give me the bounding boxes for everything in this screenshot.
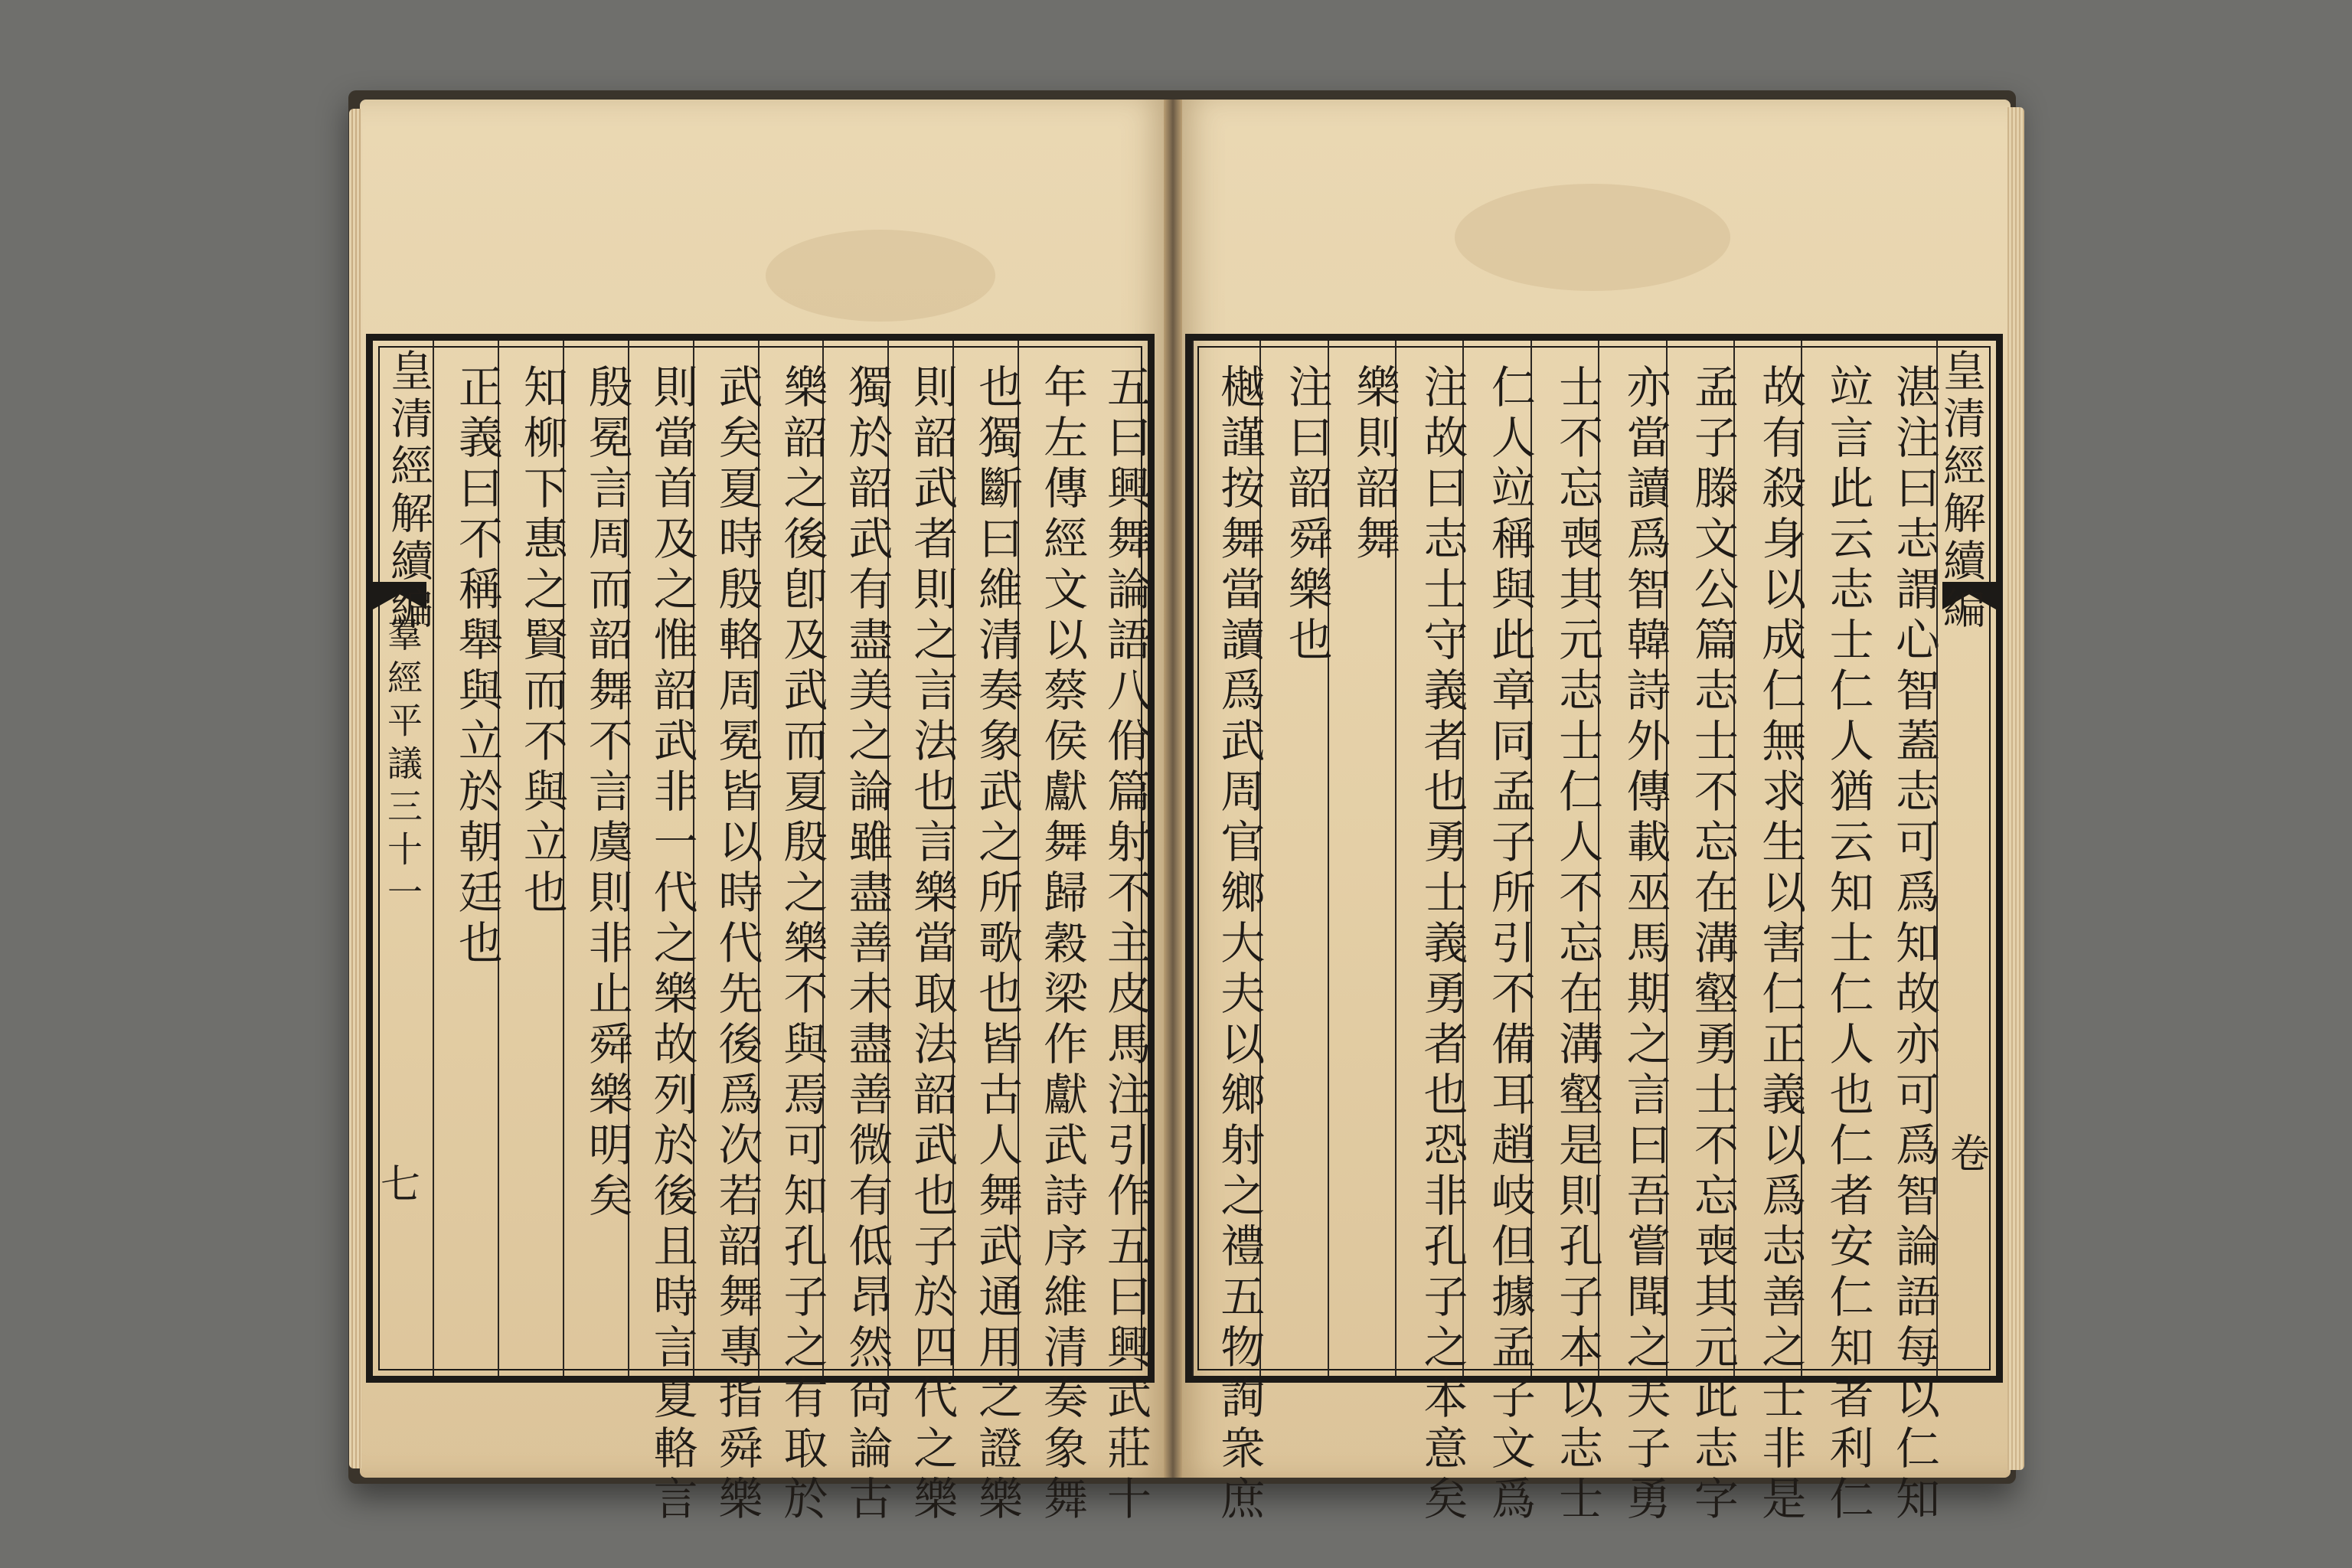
column-text: 也獨斷曰維清奏象武之所歌也皆古人舞武通用之證樂 bbox=[971, 364, 1024, 1526]
text-column bbox=[1598, 341, 1671, 1526]
column-text: 注曰韶舜樂也 bbox=[1280, 364, 1333, 667]
column-text: 殷冕言周而韶舞不言虞則非止舜樂明矣 bbox=[580, 364, 633, 1223]
column-text: 武矣夏時殷輅周冕皆以時代先後爲次若韶舞專指舜樂 bbox=[710, 364, 763, 1526]
text-column bbox=[1395, 341, 1468, 1526]
column-text: 湛注曰志謂心智蓋志可爲知故亦可爲智論語每以仁知 bbox=[1887, 364, 1940, 1526]
column-text: 故有殺身以成仁無求生以害仁正義以爲志善之士非是 bbox=[1754, 364, 1807, 1526]
paper-stain bbox=[1455, 184, 1730, 291]
text-column bbox=[693, 341, 763, 1526]
column-text: 樂韶之後卽及武而夏殷之樂不與焉可知孔子之有取於 bbox=[776, 364, 828, 1526]
column-text: 獨於韶武有盡美之論雖盡善未盡善微有低昂然尙論古 bbox=[841, 364, 893, 1526]
paper-stain bbox=[766, 230, 995, 322]
column-text: 五曰興舞論語八佾篇射不主皮馬注引作五曰興武莊十 bbox=[1099, 364, 1152, 1526]
text-column bbox=[1328, 341, 1401, 1376]
right-columns bbox=[1192, 341, 1996, 1526]
column-text: 亦當讀爲智韓詩外傳載巫馬期之言曰吾嘗聞之夫子勇 bbox=[1619, 364, 1671, 1526]
text-column bbox=[1530, 341, 1604, 1526]
left-margin-subtitle: 羣經平議三十一 bbox=[382, 616, 423, 916]
left-margin-title: 皇清經解續編 bbox=[384, 348, 433, 633]
text-column bbox=[498, 341, 568, 1376]
right-margin-title: 皇清經解續編 bbox=[1936, 348, 1986, 633]
text-column bbox=[758, 341, 828, 1526]
right-folio: 卷 bbox=[1949, 1132, 1990, 1178]
column-text: 仁人竝稱與此章同孟子所引不備耳趙岐但據孟子文爲 bbox=[1483, 364, 1536, 1526]
column-text: 樂則韶舞 bbox=[1348, 364, 1401, 566]
text-column bbox=[1801, 341, 1874, 1526]
column-text: 則當首及之惟韶武非一代之樂故列於後且時言夏輅言 bbox=[645, 364, 698, 1526]
book-gutter bbox=[1164, 100, 1182, 1478]
text-column bbox=[1259, 341, 1333, 1376]
text-column bbox=[1733, 341, 1807, 1526]
column-text: 則韶武者則之言法也言樂當取法韶武也子於四代之樂 bbox=[906, 364, 959, 1526]
column-text: 士不忘喪其元志士仁人不忘在溝壑是則孔子本以志士 bbox=[1551, 364, 1604, 1526]
left-columns bbox=[373, 341, 1152, 1526]
column-text: 正義曰不稱舉與立於朝廷也 bbox=[450, 364, 503, 970]
text-column bbox=[433, 341, 503, 1376]
text-column bbox=[1462, 341, 1536, 1526]
left-folio: 七 bbox=[381, 1162, 421, 1208]
left-text-frame bbox=[366, 334, 1155, 1526]
column-text: 年左傳經文以蔡侯獻舞歸穀梁作獻武詩序維清奏象舞 bbox=[1036, 364, 1089, 1526]
text-column bbox=[628, 341, 698, 1526]
text-column bbox=[952, 341, 1024, 1526]
column-text: 樾謹按舞當讀爲武周官鄉大夫以鄉射之禮五物詢衆庶 bbox=[1213, 364, 1266, 1526]
text-column bbox=[822, 341, 893, 1526]
text-column bbox=[1018, 341, 1089, 1526]
text-column bbox=[1869, 341, 1940, 1526]
column-text: 竝言此云志士仁人猶云知士仁人也仁者安仁知者利仁 bbox=[1821, 364, 1874, 1526]
text-column bbox=[1083, 341, 1152, 1526]
text-column bbox=[1666, 341, 1739, 1526]
text-column bbox=[1192, 341, 1266, 1526]
text-column bbox=[563, 341, 633, 1376]
text-column bbox=[887, 341, 959, 1526]
column-text: 知柳下惠之賢而不與立也 bbox=[515, 364, 568, 920]
column-text: 孟子滕文公篇志士不忘在溝壑勇士不忘喪其元此志字 bbox=[1686, 364, 1739, 1526]
column-text: 注故曰志士守義者也勇士義勇者也恐非孔子之本意矣 bbox=[1416, 364, 1468, 1526]
right-text-frame bbox=[1185, 334, 2003, 1526]
